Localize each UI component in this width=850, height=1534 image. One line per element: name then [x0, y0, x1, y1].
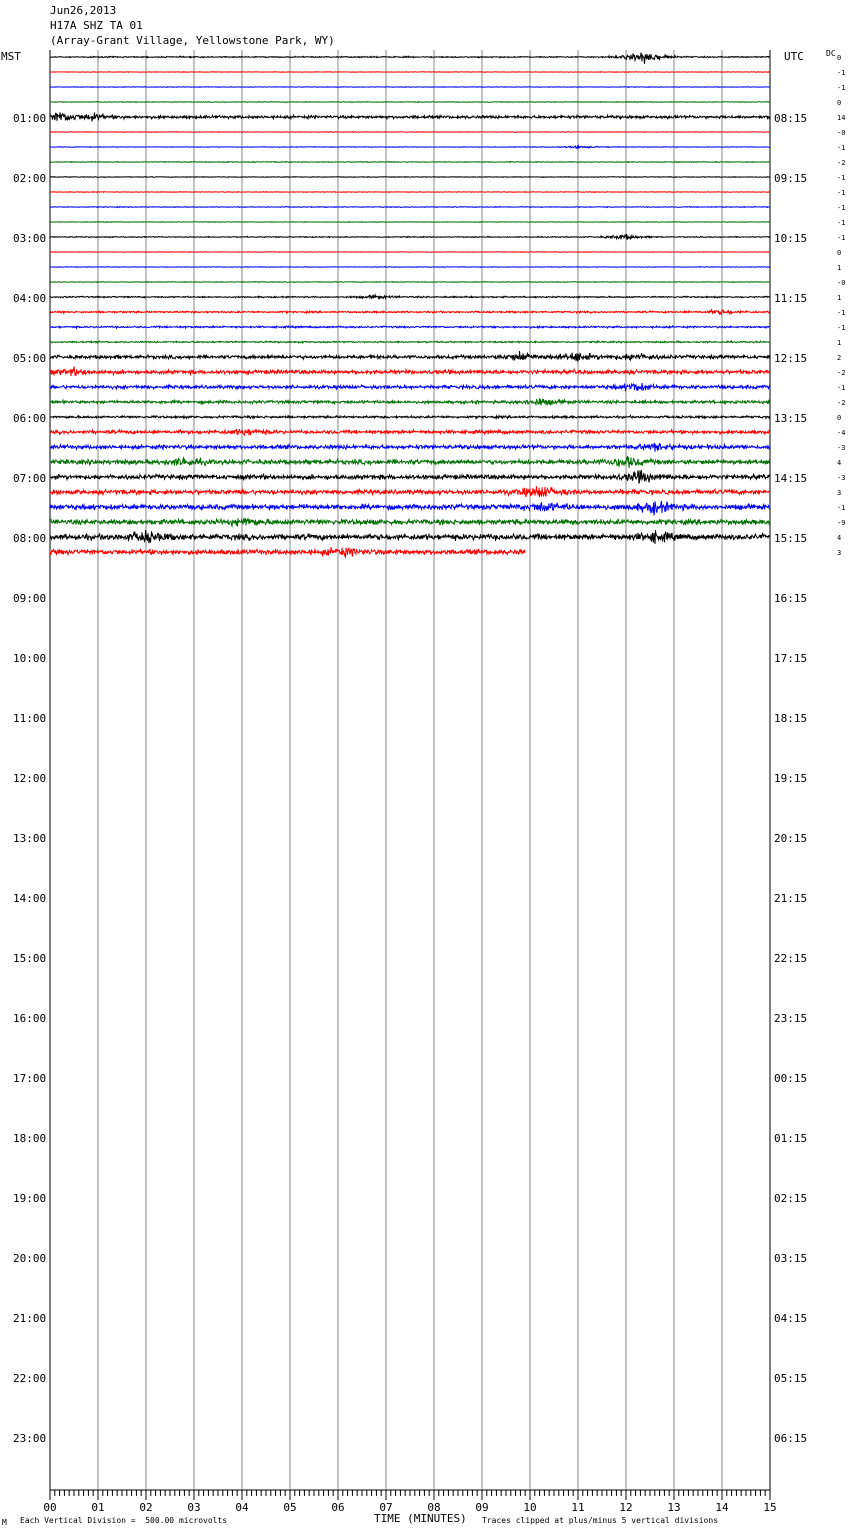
dc-offset-value: -2: [837, 159, 846, 167]
seismic-trace: [50, 310, 770, 315]
left-hour-label: 11:00: [13, 712, 47, 725]
dc-offset-value: -1: [837, 69, 846, 77]
left-hour-label: 04:00: [13, 292, 47, 305]
x-tick-label: 12: [619, 1501, 633, 1514]
seismic-trace: [50, 470, 770, 483]
x-tick-label: 13: [667, 1501, 681, 1514]
right-hour-label: 10:15: [774, 232, 808, 245]
x-tick-label: 15: [763, 1501, 777, 1514]
left-hour-label: 05:00: [13, 352, 47, 365]
left-hour-label: 01:00: [13, 112, 47, 125]
x-tick-label: 02: [139, 1501, 153, 1514]
dc-offset-value: -0: [837, 279, 846, 287]
left-hour-label: 17:00: [13, 1072, 47, 1085]
left-hour-label: 10:00: [13, 652, 47, 665]
left-hour-label: 09:00: [13, 592, 47, 605]
right-hour-label: 00:15: [774, 1072, 808, 1085]
dc-column-label: DC: [826, 49, 836, 58]
seismic-trace: [50, 282, 770, 283]
left-hour-label: 15:00: [13, 952, 47, 965]
dc-offset-value: -0: [837, 129, 846, 137]
left-hour-label: 23:00: [13, 1432, 47, 1445]
corner-mark: M: [2, 1518, 7, 1527]
x-tick-label: 00: [43, 1501, 57, 1514]
left-hour-label: 06:00: [13, 412, 47, 425]
left-hour-label: 20:00: [13, 1252, 47, 1265]
right-hour-label: 04:15: [774, 1312, 808, 1325]
dc-offset-value: 0: [837, 99, 842, 107]
x-tick-label: 05: [283, 1501, 297, 1514]
seismic-trace: [50, 326, 770, 328]
seismic-trace: [50, 398, 770, 405]
left-hour-label: 08:00: [13, 532, 47, 545]
right-hour-label: 08:15: [774, 112, 808, 125]
x-tick-label: 11: [571, 1501, 585, 1514]
seismic-trace: [50, 177, 770, 178]
right-hour-label: 21:15: [774, 892, 808, 905]
right-hour-label: 03:15: [774, 1252, 808, 1265]
seismic-trace: [50, 112, 770, 121]
right-hour-label: 17:15: [774, 652, 808, 665]
scale-note: Each Vertical Division = 500.00 microvolts: [20, 1516, 228, 1525]
seismic-trace: [50, 547, 525, 558]
right-hour-label: 12:15: [774, 352, 808, 365]
dc-offset-value: -1: [837, 504, 846, 512]
seismic-trace: [50, 486, 770, 497]
dc-offset-value: -1: [837, 84, 846, 92]
right-timezone-label: UTC: [784, 50, 804, 63]
left-hour-label: 02:00: [13, 172, 47, 185]
plot-date: Jun26,2013: [50, 4, 117, 17]
dc-offset-value: 3: [837, 549, 842, 557]
x-tick-label: 09: [475, 1501, 489, 1514]
seismic-trace: [50, 351, 770, 361]
left-hour-label: 03:00: [13, 232, 47, 245]
left-hour-label: 22:00: [13, 1372, 47, 1385]
seismic-trace: [50, 366, 770, 376]
right-hour-label: 15:15: [774, 532, 808, 545]
seismic-trace: [50, 501, 770, 515]
seismic-trace: [50, 429, 770, 435]
dc-offset-value: -1: [837, 219, 846, 227]
dc-offset-value: 1: [837, 339, 842, 347]
dc-offset-value: -1: [837, 234, 846, 242]
seismic-trace: [50, 383, 770, 391]
dc-offset-value: -2: [837, 399, 846, 407]
right-hour-label: 14:15: [774, 472, 808, 485]
dc-offset-value: 4: [837, 459, 842, 467]
seismic-trace: [50, 146, 770, 149]
left-hour-label: 21:00: [13, 1312, 47, 1325]
x-tick-label: 14: [715, 1501, 729, 1514]
seismic-trace: [50, 518, 770, 526]
right-hour-label: 05:15: [774, 1372, 808, 1385]
dc-offset-value: -3: [837, 474, 846, 482]
dc-offset-value: -1: [837, 324, 846, 332]
dc-offset-value: 0: [837, 414, 842, 422]
dc-offset-value: 14: [837, 114, 846, 122]
dc-offset-value: -4: [837, 429, 846, 437]
dc-offset-value: 0: [837, 249, 842, 257]
left-hour-label: 18:00: [13, 1132, 47, 1145]
seismic-trace: [50, 87, 770, 88]
left-hour-label: 07:00: [13, 472, 47, 485]
right-hour-label: 18:15: [774, 712, 808, 725]
right-hour-label: 16:15: [774, 592, 808, 605]
left-timezone-label: MST: [1, 50, 21, 63]
right-hour-label: 01:15: [774, 1132, 808, 1145]
seismic-trace: [50, 207, 770, 208]
clip-note: Traces clipped at plus/minus 5 vertical divisions: [482, 1516, 719, 1525]
x-tick-label: 06: [331, 1501, 345, 1514]
seismic-trace: [50, 456, 770, 468]
seismic-trace: [50, 72, 770, 73]
right-hour-label: 13:15: [774, 412, 808, 425]
dc-offset-value: -2: [837, 369, 846, 377]
dc-offset-value: -1: [837, 309, 846, 317]
seismic-trace: [50, 341, 770, 343]
seismic-trace: [50, 53, 770, 64]
dc-offset-value: -3: [837, 444, 846, 452]
left-hour-label: 13:00: [13, 832, 47, 845]
x-tick-label: 01: [91, 1501, 105, 1514]
seismic-trace: [50, 416, 770, 419]
dc-offset-value: -1: [837, 174, 846, 182]
seismic-trace: [50, 530, 770, 544]
left-hour-label: 14:00: [13, 892, 47, 905]
station-location: (Array-Grant Village, Yellowstone Park, WY): [50, 34, 335, 47]
dc-offset-value: 2: [837, 354, 842, 362]
seismic-trace: [50, 222, 770, 223]
dc-offset-value: 4: [837, 534, 842, 542]
seismic-trace: [50, 252, 770, 253]
x-axis-title: TIME (MINUTES): [374, 1512, 467, 1525]
right-hour-label: 19:15: [774, 772, 808, 785]
seismic-trace: [50, 162, 770, 163]
left-hour-label: 12:00: [13, 772, 47, 785]
dc-offset-value: 1: [837, 264, 842, 272]
dc-offset-value: 1: [837, 294, 842, 302]
dc-offset-value: -1: [837, 144, 846, 152]
right-hour-label: 22:15: [774, 952, 808, 965]
x-tick-label: 04: [235, 1501, 249, 1514]
right-hour-label: 02:15: [774, 1192, 808, 1205]
right-hour-label: 09:15: [774, 172, 808, 185]
x-tick-label: 08: [427, 1501, 441, 1514]
seismic-trace: [50, 443, 770, 452]
seismic-trace: [50, 132, 770, 133]
seismic-trace: [50, 295, 770, 298]
dc-offset-value: -9: [837, 519, 846, 527]
dc-offset-value: -1: [837, 384, 846, 392]
right-hour-label: 06:15: [774, 1432, 808, 1445]
dc-offset-value: 3: [837, 489, 842, 497]
seismic-trace: [50, 102, 770, 103]
left-hour-label: 16:00: [13, 1012, 47, 1025]
right-hour-label: 11:15: [774, 292, 808, 305]
x-tick-label: 10: [523, 1501, 537, 1514]
seismic-trace: [50, 234, 770, 239]
seismic-trace: [50, 267, 770, 268]
seismic-trace: [50, 192, 770, 193]
x-tick-label: 03: [187, 1501, 201, 1514]
dc-offset-value: 0: [837, 54, 842, 62]
right-hour-label: 20:15: [774, 832, 808, 845]
dc-offset-value: -1: [837, 204, 846, 212]
left-hour-label: 19:00: [13, 1192, 47, 1205]
x-tick-label: 07: [379, 1501, 393, 1514]
right-hour-label: 23:15: [774, 1012, 808, 1025]
dc-offset-value: -1: [837, 189, 846, 197]
station-id: H17A SHZ TA 01: [50, 19, 143, 32]
